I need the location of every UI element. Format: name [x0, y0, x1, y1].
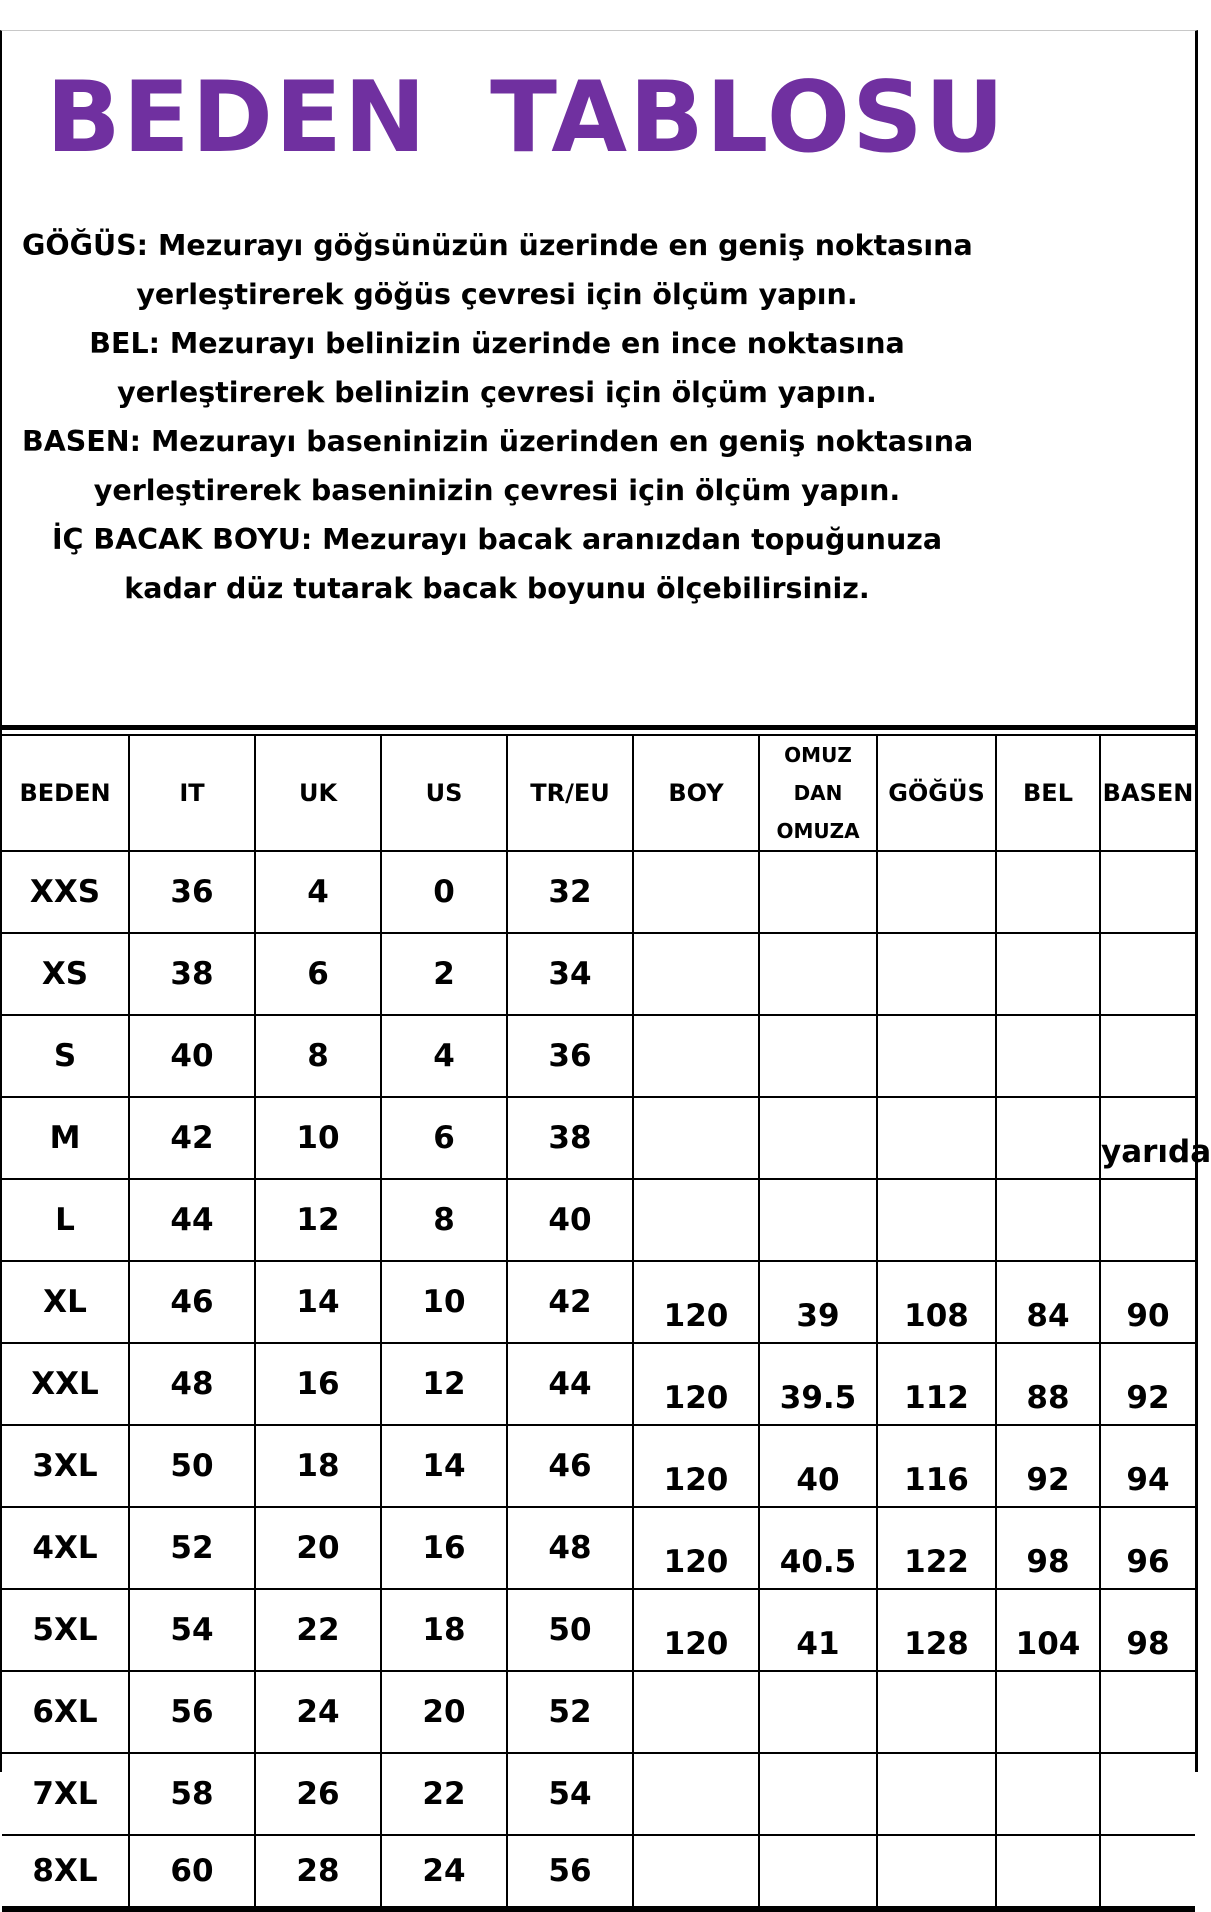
table-cell: 6: [381, 1097, 507, 1179]
table-cell: 8: [381, 1179, 507, 1261]
table-cell: [877, 1179, 996, 1261]
table-cell: [877, 933, 996, 1015]
table-cell: 39: [759, 1261, 877, 1343]
table-cell: 90: [1100, 1261, 1195, 1343]
size-label-cell: S: [2, 1015, 129, 1097]
table-row: [2, 933, 1195, 1015]
table-cell: 4: [381, 1015, 507, 1097]
table-row: [2, 1753, 1195, 1835]
table-cell: 16: [381, 1507, 507, 1589]
omuz-line: OMUZ: [784, 743, 852, 767]
table-cell: 2: [381, 933, 507, 1015]
table-cell: 46: [507, 1425, 633, 1507]
table-cell: 60: [129, 1835, 255, 1909]
table-cell: [1100, 1671, 1195, 1753]
header-cell: BEL: [996, 735, 1100, 851]
table-cell: 12: [381, 1343, 507, 1425]
table-cell: [877, 851, 996, 933]
table-cell: [996, 1835, 1100, 1909]
table-row: [2, 1179, 1195, 1261]
table-cell: 4: [255, 851, 381, 933]
table-cell: 24: [381, 1835, 507, 1909]
table-cell: 10: [381, 1261, 507, 1343]
table-cell: [633, 1753, 759, 1835]
table-cell: 38: [507, 1097, 633, 1179]
header-cell: US: [381, 735, 507, 851]
table-header-row: [2, 735, 1195, 851]
table-cell: 36: [507, 1015, 633, 1097]
instruction-line: BASEN: Mezurayı baseninizin üzerinden en geniş noktasına: [22, 425, 974, 458]
table-cell: 10: [255, 1097, 381, 1179]
table-cell: [996, 1015, 1100, 1097]
table-cell: 96: [1100, 1507, 1195, 1589]
table-row: [2, 1343, 1195, 1425]
table-body: [2, 851, 1211, 1909]
table-cell: [1100, 1179, 1195, 1261]
size-label-cell: 8XL: [2, 1835, 129, 1909]
table-cell: 112: [877, 1343, 996, 1425]
table-cell: [633, 1179, 759, 1261]
size-label-cell: XXS: [2, 851, 129, 933]
table-row: [2, 1671, 1195, 1753]
table-cell: 8: [255, 1015, 381, 1097]
size-label-cell: M: [2, 1097, 129, 1179]
table-cell: 122: [877, 1507, 996, 1589]
table-cell: 38: [129, 933, 255, 1015]
table-cell: [759, 1097, 877, 1179]
table-cell: 44: [129, 1179, 255, 1261]
chart-title: BEDEN TABLOSU: [46, 61, 1007, 175]
table-cell: [633, 851, 759, 933]
table-cell: [759, 1015, 877, 1097]
table-cell: 54: [507, 1753, 633, 1835]
table-cell: [759, 1179, 877, 1261]
table-cell: [633, 933, 759, 1015]
table-cell: 20: [255, 1507, 381, 1589]
table-cell: [633, 1835, 759, 1909]
table-cell: 42: [129, 1097, 255, 1179]
header-cell: GÖĞÜS: [877, 735, 996, 851]
table-row: [2, 851, 1195, 933]
omuz-line: DAN: [793, 781, 843, 805]
table-cell: 22: [381, 1753, 507, 1835]
size-label-cell: 3XL: [2, 1425, 129, 1507]
table-cell: 94: [1100, 1425, 1195, 1507]
table-cell: [877, 1015, 996, 1097]
table-cell: 52: [507, 1671, 633, 1753]
table-cell: 120: [633, 1507, 759, 1589]
table-cell: 50: [129, 1425, 255, 1507]
table-cell: 39.5: [759, 1343, 877, 1425]
omuz-line: OMUZA: [776, 819, 860, 843]
table-cell: 16: [255, 1343, 381, 1425]
table-cell: 84: [996, 1261, 1100, 1343]
table-cell: [877, 1097, 996, 1179]
table-cell: 116: [877, 1425, 996, 1507]
size-label-cell: 6XL: [2, 1671, 129, 1753]
instruction-line: yerleştirerek belinizin çevresi için ölçüm yapın.: [117, 376, 877, 409]
table-cell: [996, 1179, 1100, 1261]
size-table: [2, 734, 1211, 1912]
table-cell: [633, 1097, 759, 1179]
size-label-cell: XXL: [2, 1343, 129, 1425]
table-cell: 104: [996, 1589, 1100, 1671]
table-cell: [633, 1015, 759, 1097]
table-cell: 24: [255, 1671, 381, 1753]
header-cell: BEDEN: [2, 735, 129, 851]
header-cell: BASEN: [1100, 735, 1195, 851]
table-cell: 0: [381, 851, 507, 933]
table-row: [2, 1015, 1195, 1097]
table-cell: 22: [255, 1589, 381, 1671]
header-cell: IT: [129, 735, 255, 851]
size-label-cell: 7XL: [2, 1753, 129, 1835]
table-cell: 54: [129, 1589, 255, 1671]
table-top-rule: [2, 725, 1195, 730]
size-label-cell: XL: [2, 1261, 129, 1343]
table-cell: 46: [129, 1261, 255, 1343]
table-cell: 14: [255, 1261, 381, 1343]
table-cell: 40: [129, 1015, 255, 1097]
table-cell: [877, 1835, 996, 1909]
table-cell: [1100, 1015, 1195, 1097]
table-cell: [996, 1097, 1100, 1179]
table-cell: 41: [759, 1589, 877, 1671]
size-label-cell: L: [2, 1179, 129, 1261]
table-cell: 48: [507, 1507, 633, 1589]
table-cell: [996, 933, 1100, 1015]
instruction-line: İÇ BACAK BOYU: Mezurayı bacak aranızdan topuğunuza: [51, 523, 943, 556]
table-cell: 88: [996, 1343, 1100, 1425]
table-cell: 44: [507, 1343, 633, 1425]
table-cell: 40: [759, 1425, 877, 1507]
table-cell: 14: [381, 1425, 507, 1507]
header-cell-omuz: [759, 735, 877, 851]
table-cell: 20: [381, 1671, 507, 1753]
table-cell: 48: [129, 1343, 255, 1425]
table-cell: 92: [1100, 1343, 1195, 1425]
table-cell: [1100, 1835, 1195, 1909]
header-cell: TR/EU: [507, 735, 633, 851]
table-row: [2, 1425, 1195, 1507]
table-cell: 50: [507, 1589, 633, 1671]
measurement-instructions: [22, 221, 972, 613]
table-cell: 120: [633, 1261, 759, 1343]
header-cell: UK: [255, 735, 381, 851]
table-cell: 120: [633, 1425, 759, 1507]
table-cell: 58: [129, 1753, 255, 1835]
size-label-cell: XS: [2, 933, 129, 1015]
table-cell: 26: [255, 1753, 381, 1835]
header-cell: BOY: [633, 735, 759, 851]
table-row: [2, 1835, 1195, 1909]
table-cell: 108: [877, 1261, 996, 1343]
table-cell: 120: [633, 1343, 759, 1425]
instruction-line: BEL: Mezurayı belinizin üzerinde en ince noktasına: [89, 327, 905, 360]
table-cell: yarıda: [1100, 1097, 1195, 1179]
table-cell: 28: [255, 1835, 381, 1909]
table-cell: 32: [507, 851, 633, 933]
table-cell: 92: [996, 1425, 1100, 1507]
table-cell: 40: [507, 1179, 633, 1261]
table-cell: [759, 1753, 877, 1835]
table-cell: 42: [507, 1261, 633, 1343]
instruction-line: yerleştirerek göğüs çevresi için ölçüm yapın.: [136, 278, 858, 311]
table-cell: 6: [255, 933, 381, 1015]
table-cell: 12: [255, 1179, 381, 1261]
table-cell: 98: [1100, 1589, 1195, 1671]
table-cell: 34: [507, 933, 633, 1015]
table-cell: [996, 1671, 1100, 1753]
table-cell: [877, 1671, 996, 1753]
size-label-cell: 5XL: [2, 1589, 129, 1671]
table-cell: [1100, 1753, 1195, 1835]
table-cell: [1100, 933, 1195, 1015]
table-cell: 98: [996, 1507, 1100, 1589]
table-cell: [759, 933, 877, 1015]
table-cell: 36: [129, 851, 255, 933]
table-row: [2, 1097, 1195, 1179]
table-cell: 120: [633, 1589, 759, 1671]
instruction-line: GÖĞÜS: Mezurayı göğsünüzün üzerinde en geniş noktasına: [22, 229, 973, 262]
table-cell: 56: [129, 1671, 255, 1753]
table-row: [2, 1507, 1195, 1589]
table-cell: 128: [877, 1589, 996, 1671]
table-cell: 52: [129, 1507, 255, 1589]
instruction-line: yerleştirerek baseninizin çevresi için ölçüm yapın.: [93, 474, 901, 507]
table-cell: 18: [255, 1425, 381, 1507]
table-cell: [759, 851, 877, 933]
table-cell: 40.5: [759, 1507, 877, 1589]
table-cell: [633, 1671, 759, 1753]
table-cell: 56: [507, 1835, 633, 1909]
size-label-cell: 4XL: [2, 1507, 129, 1589]
table-cell: [996, 1753, 1100, 1835]
table-cell: [759, 1671, 877, 1753]
table-cell: [996, 851, 1100, 933]
instruction-line: kadar düz tutarak bacak boyunu ölçebilirsiniz.: [124, 572, 870, 605]
table-cell: [1100, 851, 1195, 933]
table-cell: [877, 1753, 996, 1835]
table-row: [2, 1589, 1195, 1671]
table-cell: [759, 1835, 877, 1909]
table-cell: 18: [381, 1589, 507, 1671]
table-row: [2, 1261, 1195, 1343]
size-chart-sheet: [0, 30, 1211, 1889]
